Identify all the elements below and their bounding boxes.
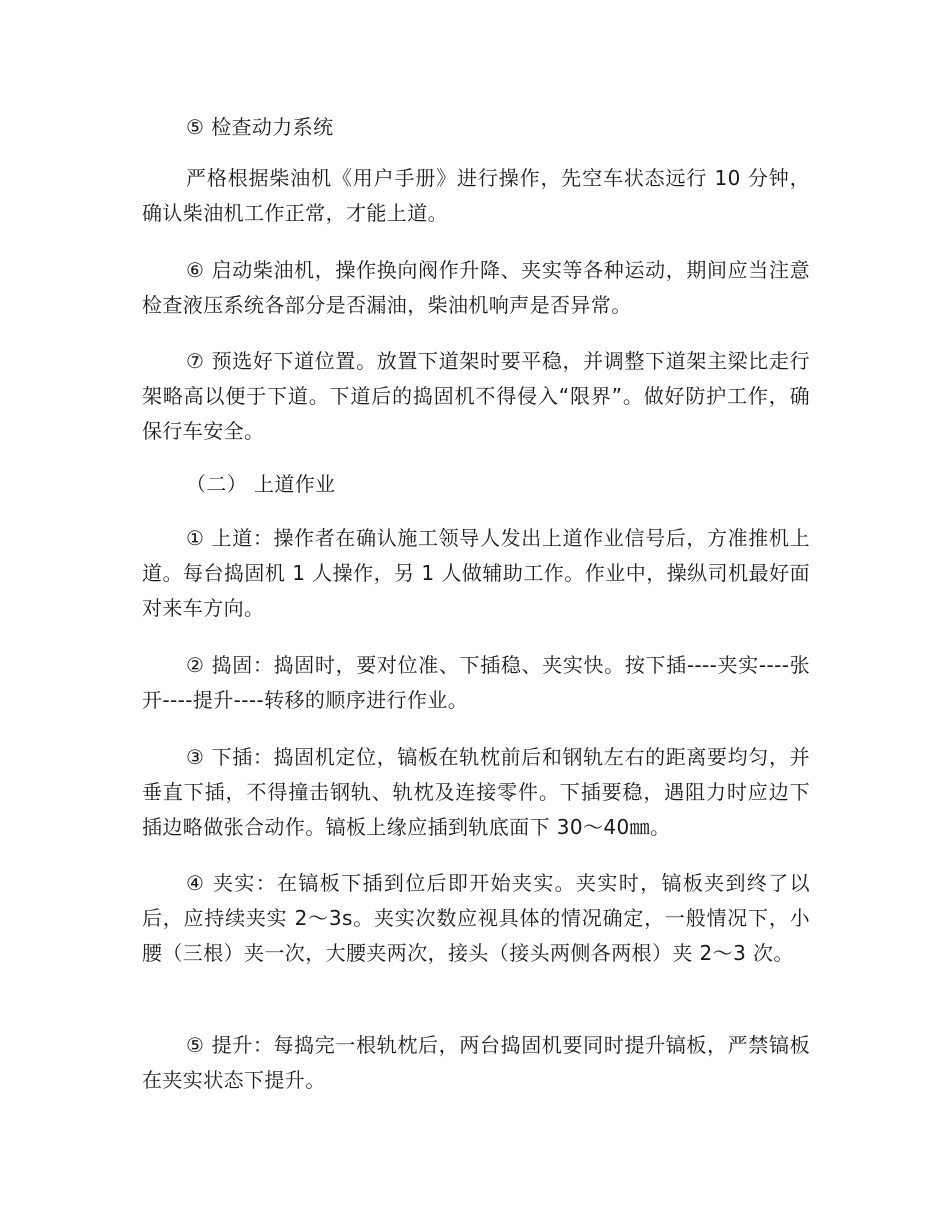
paragraph-tamping: ② 捣固：捣固时，要对位准、下插稳、夹实快。按下插----夹实----张开----提升----转移的顺序进行作业。 <box>142 653 810 712</box>
paragraph-on-track: ① 上道：操作者在确认施工领导人发出上道作业信号后，方准推机上道。每台捣固机 1 人操作，另 1 人做辅助工作。作业中，操纵司机最好面对来车方向。 <box>142 526 810 620</box>
paragraph-insertion: ③ 下插：捣固机定位，镐板在轨枕前后和钢轨左右的距离要均匀，并垂直下插，不得撞击钢轨、轨枕及连接零件。下插要稳，遇阻力时应边下插边略做张合动作。镐板上缘应插到轨底面下 30～40㎜。 <box>142 745 810 839</box>
section-heading-on-track-work: （二） 上道作业 <box>186 472 336 496</box>
paragraph-lifting: ⑤ 提升：每捣完一根轨枕后，两台捣固机要同时提升镐板，严禁镐板在夹实状态下提升。 <box>142 1033 810 1092</box>
paragraph-preselect-position: ⑦ 预选好下道位置。放置下道架时要平稳，并调整下道架主梁比走行架略高以便于下道。下道后的捣固机不得侵入“限界”。做好防护工作，确保行车安全。 <box>142 349 810 443</box>
section-heading-power-system: ⑤ 检查动力系统 <box>186 115 334 139</box>
paragraph-start-diesel: ⑥ 启动柴油机，操作换向阀作升降、夹实等各种运动，期间应当注意检查液压系统各部分是否漏油，柴油机响声是否异常。 <box>142 258 810 317</box>
paragraph-squeezing: ④ 夹实：在镐板下插到位后即开始夹实。夹实时，镐板夹到终了以后，应持续夹实 2～3s。夹实次数应视具体的情况确定，一般情况下，小腰（三根）夹一次，大腰夹两次，接头（接头两侧各两根）夹 2～3 次。 <box>142 871 810 965</box>
paragraph-operate-diesel: 严格根据柴油机《用户手册》进行操作，先空车状态远行 10 分钟，确认柴油机工作正常，才能上道。 <box>142 166 810 225</box>
